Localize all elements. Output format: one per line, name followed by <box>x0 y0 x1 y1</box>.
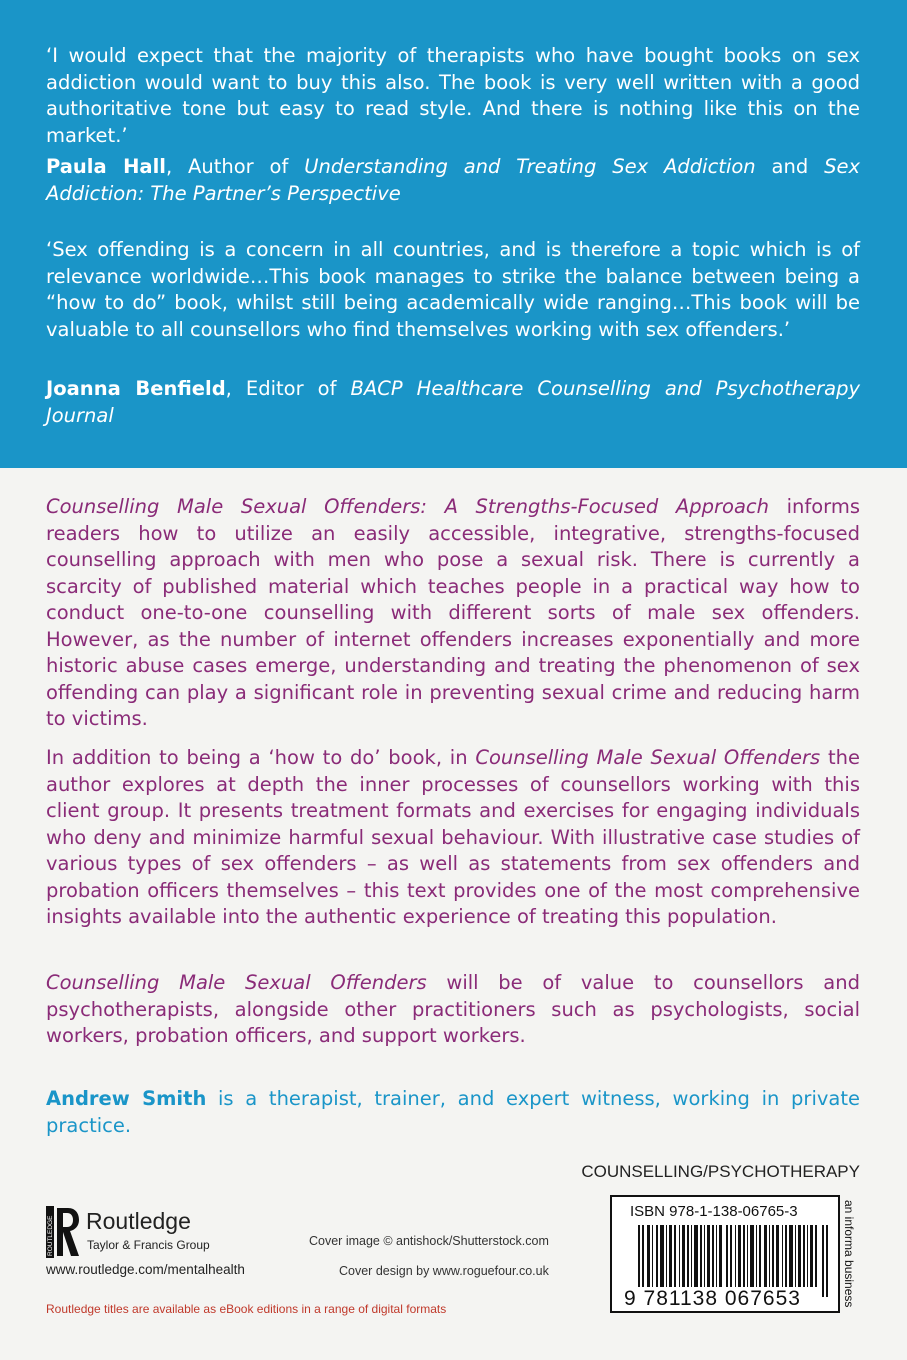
testimonial-panel <box>0 0 907 468</box>
cover-design-credit: Cover design by www.roguefour.co.uk <box>339 1264 549 1278</box>
isbn-barcode-box <box>610 1195 840 1313</box>
description-paragraph-3: Counselling Male Sexual Offenders will be of value to counsellors and psychotherapists, alongside other practitioners such as psychologists, social workers, probation officers, and support workers. <box>46 971 860 1047</box>
isbn-label: ISBN 978-1-138-06765-3 <box>630 1203 798 1220</box>
logo-vertical-text: ROUTLEDGE <box>47 1215 54 1256</box>
publisher-name: Routledge <box>86 1208 191 1234</box>
quote-2-attribution: Joanna Benfield, Editor of BACP Healthcare Counselling and Psychotherapy Journal <box>46 377 860 427</box>
quote-1: ‘I would expect that the majority of therapists who have bought books on sex addiction would want to buy this also. The book is very well written with a good authoritative tone but easy to read style. And there is nothing like this on the market.’ <box>46 44 860 147</box>
barcode-digits: 9 781138 067653 <box>624 1287 801 1310</box>
informa-tagline: an informa business <box>842 1200 856 1308</box>
description-paragraph-2: In addition to being a ‘how to do’ book, in Counselling Male Sexual Offenders the author explores at depth the inner processes of counsellors working with this client group. It presents treatment formats and exercises for engaging individuals who deny and minimize harmful sexual behaviour. With illustrative case studies of various types of sex offenders – as well as statements from sex offenders and probation officers themselves – this text provides one of the most comprehensive insights available into the authentic experience of treating this population. <box>46 746 860 928</box>
quote-2: ‘Sex offending is a concern in all countries, and is therefore a topic which is of relevance worldwide…This book manages to strike the balance between being a “how to do” book, whilst still being academically wide ranging…This book will be valuable to all counsellors who find themselves working with sex offenders.’ <box>46 238 860 341</box>
quote-1-attribution: Paula Hall, Author of Understanding and Treating Sex Addiction and Sex Addiction: The Partner’s Perspective <box>46 155 860 205</box>
cover-image-credit: Cover image © antishock/Shutterstock.com <box>309 1234 549 1248</box>
routledge-logo-icon <box>46 1206 80 1258</box>
author-bio: Andrew Smith is a therapist, trainer, and expert witness, working in private practice. <box>46 1087 860 1137</box>
ebook-note: Routledge titles are available as eBook editions in a range of digital formats <box>46 1302 447 1316</box>
subject-category: COUNSELLING/PSYCHOTHERAPY <box>581 1162 860 1181</box>
publisher-group: Taylor & Francis Group <box>87 1238 210 1252</box>
publisher-url[interactable]: www.routledge.com/mentalhealth <box>46 1262 245 1277</box>
description-paragraph-1: Counselling Male Sexual Offenders: A Strengths-Focused Approach informs readers how to utilize an easily accessible, integrative, strengths-focused counselling approach with men who pose a sexual risk. There is currently a scarcity of published material which teaches people in a practical way how to conduct one-to-one counselling with different sorts of male sex offenders. However, as the number of internet offenders increases exponentially and more historic abuse cases emerge, understanding and treating the phenomenon of sex offending can play a significant role in preventing sexual crime and reducing harm to victims. <box>46 495 860 730</box>
